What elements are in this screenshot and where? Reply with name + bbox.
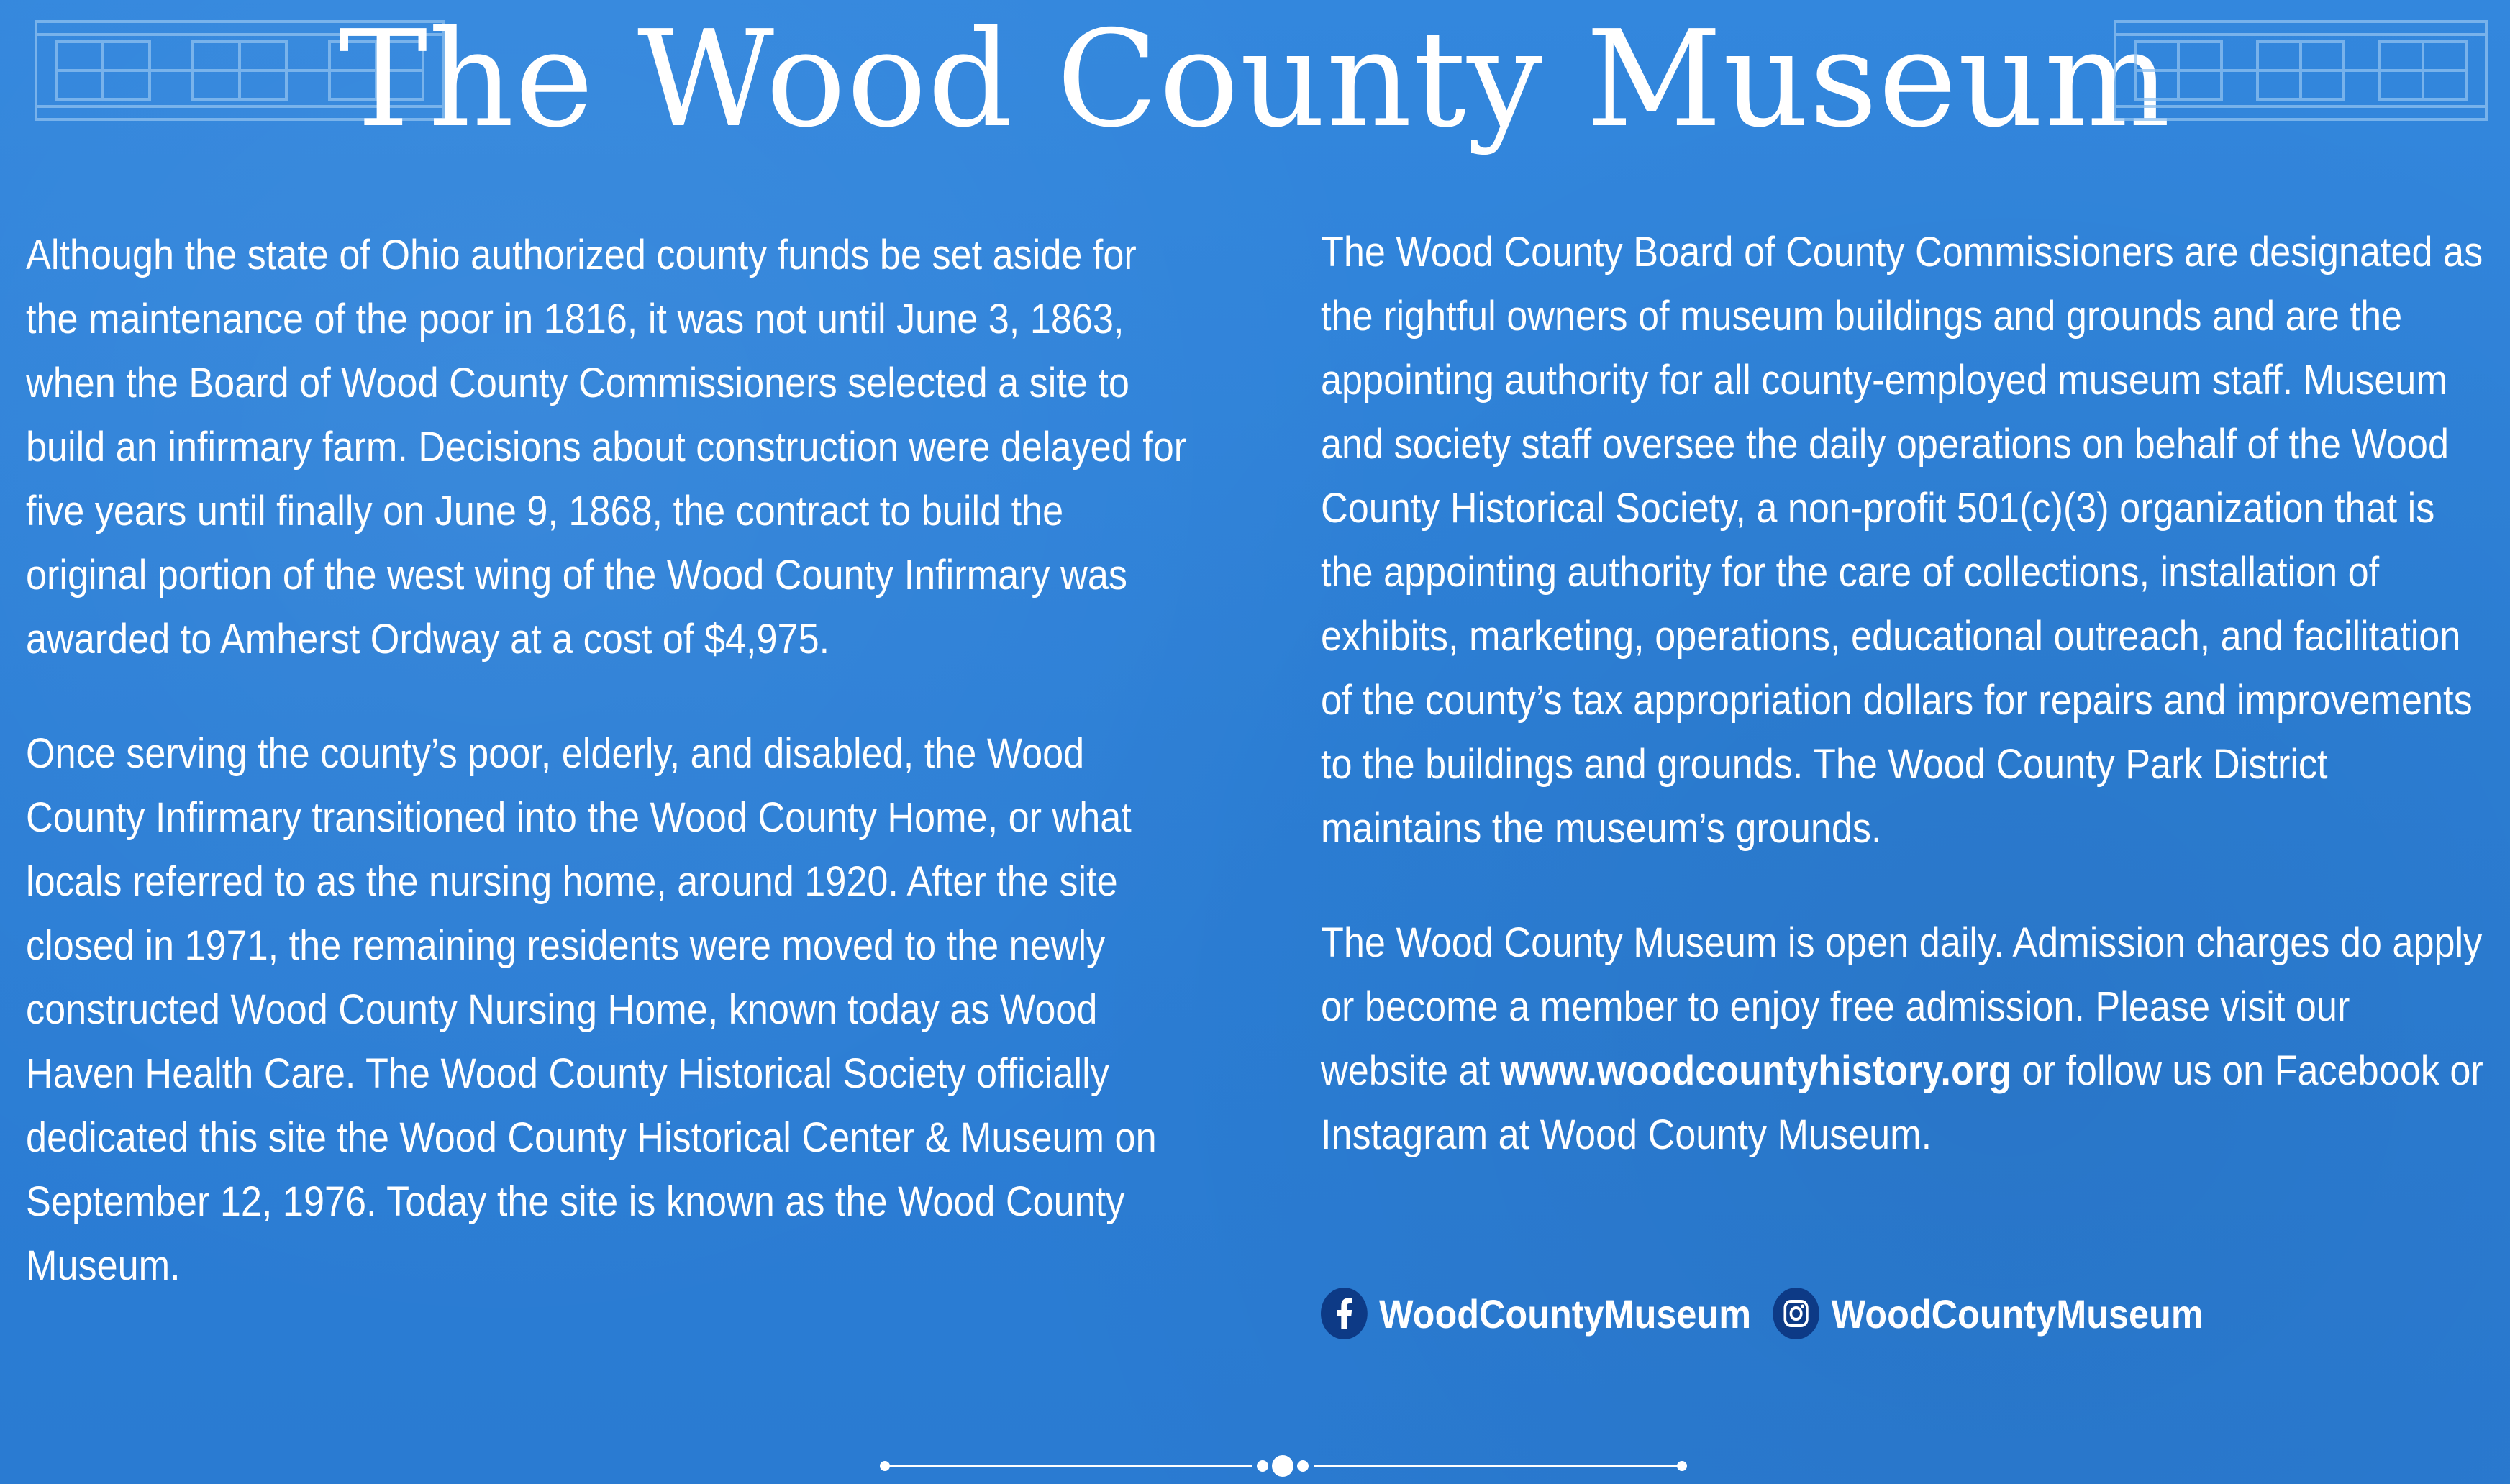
right-text-column bbox=[1321, 220, 2486, 1217]
visit-text-before: The Wood County Museum is open daily. Admission charges do apply or become a member to enjoy free admission. Please visit our website at bbox=[1321, 919, 2483, 1094]
facebook-handle: WoodCountyMuseum bbox=[1379, 1290, 1752, 1337]
bottom-divider-ornament bbox=[878, 1452, 1691, 1480]
facebook-icon bbox=[1321, 1288, 1368, 1339]
facebook-link[interactable] bbox=[1321, 1288, 1751, 1339]
instagram-link[interactable] bbox=[1773, 1288, 2204, 1339]
ownership-paragraph: The Wood County Board of County Commissioners are designated as the rightful owners of museum buildings and grounds and are the appointing authority for all county-employed museum staff. Museum and society staff oversee the daily operations on behalf of the Wood County Historical Society, a non-profit 501(c)(3) organization that is the appointing authority for the care of collections, installation of exhibits, marketing, operations, educational outreach, and facilitation of the county’s tax appropriation dollars for repairs and improvements to the buildings and grounds. The Wood County Park District maintains the museum’s grounds. bbox=[1321, 229, 2483, 852]
right-window-ornament bbox=[2114, 20, 2488, 121]
website-link[interactable]: www.woodcountyhistory.org bbox=[1500, 1047, 2012, 1094]
history-paragraph-2: Once serving the county’s poor, elderly, and disabled, the Wood County Infirmary transitioned into the Wood County Home, or what locals referred to as the nursing home, around 1920. After the site closed in 1971, the remaining residents were moved to the newly constructed Wood County Nursing Home, known today as Wood Haven Health Care. The Wood County Historical Society officially dedicated this site the Wood County Historical Center & Museum on September 12, 1976. Today the site is known as the Wood County Museum. bbox=[26, 730, 1157, 1289]
social-links bbox=[1321, 1288, 2225, 1339]
instagram-icon bbox=[1773, 1288, 1820, 1339]
visit-text-after: or follow us on Facebook or Instagram at Wood County Museum. bbox=[1321, 1047, 2483, 1158]
left-text-column bbox=[26, 223, 1191, 1348]
history-paragraph-1: Although the state of Ohio authorized county funds be set aside for the maintenance of the poor in 1816, it was not until June 3, 1863, when the Board of Wood County Commissioners selected a site to build an infirmary farm. Decisions about construction were delayed for five years until finally on June 9, 1868, the contract to build the original portion of the west wing of the Wood County Infirmary was awarded to Amherst Ordway at a cost of $4,975. bbox=[26, 232, 1187, 663]
instagram-handle: WoodCountyMuseum bbox=[1831, 1290, 2204, 1337]
page-title: The Wood County Museum bbox=[339, 1, 2171, 157]
visit-paragraph bbox=[1321, 911, 2486, 1167]
